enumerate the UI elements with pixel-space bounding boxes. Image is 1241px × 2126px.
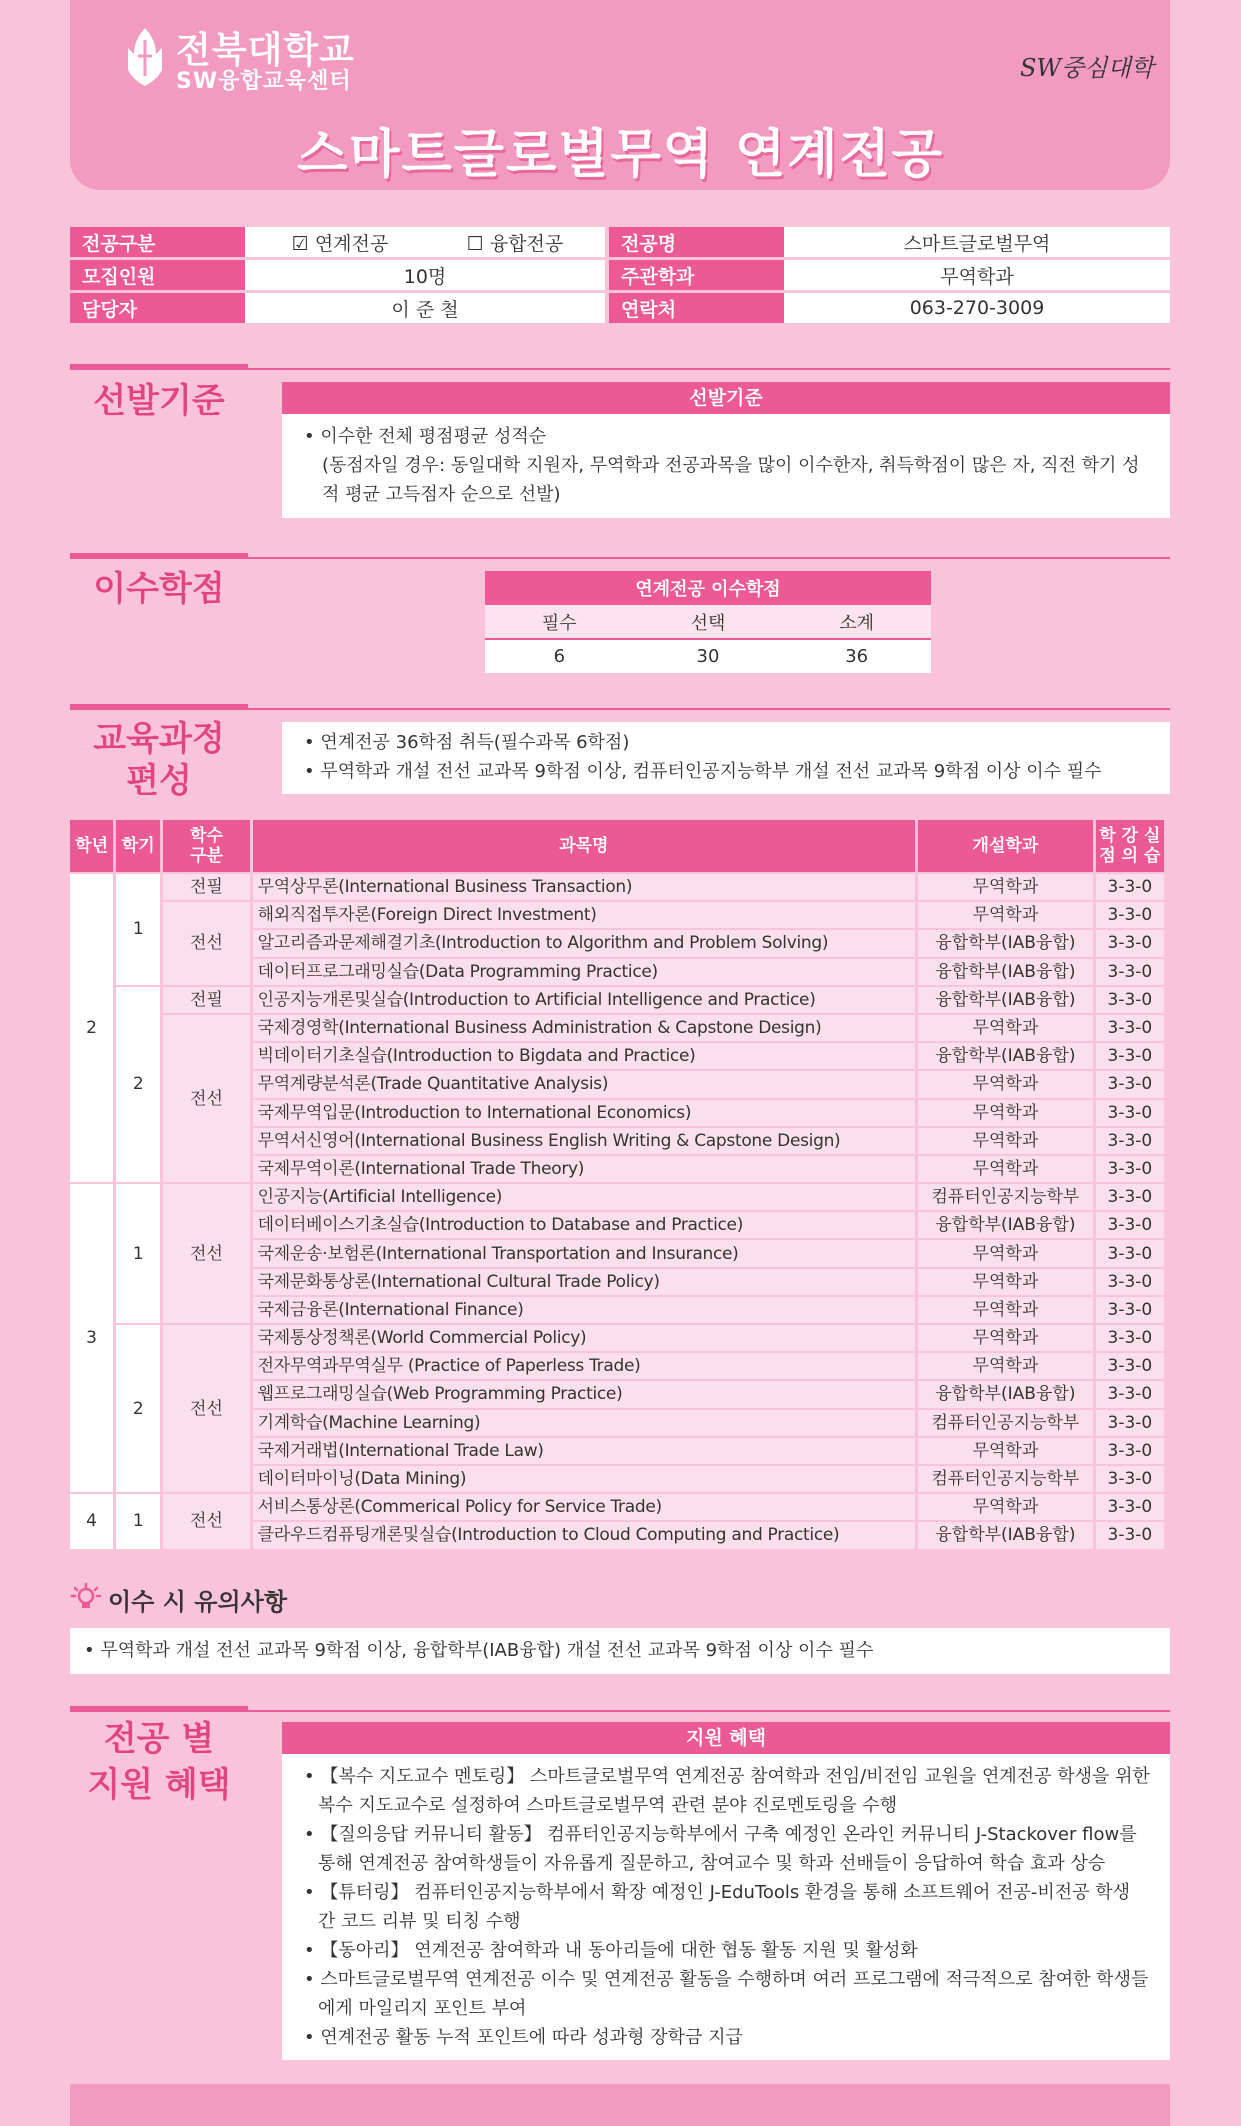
course-dept-cell: 무역학과	[918, 1494, 1093, 1520]
benefit-item: • 【질의응답 커뮤니티 활동】 컴퓨터인공지능학부에서 구축 예정인 온라인 커뮤니티 J-Stackover flow를 통해 연계전공 참여학생들이 자유롭게 질문하고, 참여교수 및 학과 선배들이 응답하여 학습 효과 상승	[300, 1820, 1152, 1878]
course-name-cell: 무역상무론(International Business Transaction)	[253, 874, 915, 900]
course-dept-cell: 무역학과	[918, 1325, 1093, 1351]
course-name-cell: 국제거래법(International Trade Law)	[253, 1438, 915, 1464]
credits-total-value: 36	[782, 639, 931, 673]
course-name-cell: 국제경영학(International Business Administration & Capstone Design)	[253, 1015, 915, 1041]
course-type-cell: 전필	[163, 874, 249, 900]
course-name-cell: 국제운송·보험론(International Transportation and Insurance)	[253, 1240, 915, 1266]
capacity-value: 10명	[245, 260, 605, 290]
course-credit-cell: 3-3-0	[1096, 1381, 1164, 1407]
course-credit-cell: 3-3-0	[1096, 1015, 1164, 1041]
course-name-cell: 인공지능개론및실습(Introduction to Artificial Intelligence and Practice)	[253, 987, 915, 1013]
credits-header-total: 소계	[782, 605, 931, 639]
course-credit-cell: 3-3-0	[1096, 1156, 1164, 1182]
course-credit-cell: 3-3-0	[1096, 1128, 1164, 1154]
year-cell: 4	[70, 1494, 113, 1548]
course-dept-cell: 컴퓨터인공지능학부	[918, 1410, 1093, 1436]
major-name-value: 스마트글로벌무역	[784, 227, 1170, 257]
course-dept-cell: 무역학과	[918, 1100, 1093, 1126]
course-name-cell: 빅데이터기초실습(Introduction to Bigdata and Practice)	[253, 1043, 915, 1069]
benefits-section-title: 전공 별	[103, 1719, 215, 1759]
curriculum-notes	[282, 722, 1170, 794]
curriculum-table	[67, 818, 1167, 1551]
benefit-item: • 스마트글로벌무역 연계전공 이수 및 연계전공 활동을 수행하며 여러 프로그램에 적극적으로 참여한 학생들에게 마일리지 포인트 부여	[300, 1965, 1152, 2023]
course-name-cell: 국제금융론(International Finance)	[253, 1297, 915, 1323]
course-type-cell: 전선	[163, 1494, 249, 1548]
course-type-cell: 전선	[163, 1015, 249, 1182]
selection-box-title: 선발기준	[282, 382, 1170, 414]
curriculum-section-subtitle: 편성	[126, 761, 192, 801]
empty-box-icon: ☐	[466, 232, 484, 255]
credits-header-elective: 선택	[634, 605, 783, 639]
course-credit-cell: 3-3-0	[1096, 1410, 1164, 1436]
benefits-section-subtitle: 지원 혜택	[87, 1765, 231, 1805]
course-dept-cell: 컴퓨터인공지능학부	[918, 1184, 1093, 1210]
course-name-cell: 해외직접투자론(Foreign Direct Investment)	[253, 902, 915, 928]
footer-bar	[70, 2084, 1170, 2126]
course-name-cell: 알고리즘과문제해결기초(Introduction to Algorithm and Problem Solving)	[253, 930, 915, 956]
semester-cell: 1	[116, 1494, 160, 1548]
curriculum-note: • 연계전공 36학점 취득(필수과목 6학점)	[300, 728, 1152, 757]
course-dept-cell: 융합학부(IAB융합)	[918, 987, 1093, 1013]
header-department: 개설학과	[918, 820, 1093, 872]
major-name-label: 전공명	[609, 227, 784, 257]
course-credit-cell: 3-3-0	[1096, 1240, 1164, 1266]
course-name-cell: 데이터마이닝(Data Mining)	[253, 1466, 915, 1492]
benefits-box	[282, 1754, 1170, 2060]
major-info-table	[70, 224, 1170, 326]
course-credit-cell: 3-3-0	[1096, 1466, 1164, 1492]
contact-value: 063-270-3009	[784, 293, 1170, 323]
course-name-cell: 클라우드컴퓨팅개론및실습(Introduction to Cloud Computing and Practice)	[253, 1522, 915, 1548]
header-year: 학년	[70, 820, 113, 872]
course-credit-cell: 3-3-0	[1096, 1212, 1164, 1238]
credits-table-title: 연계전공 이수학점	[485, 571, 931, 605]
course-type-cell: 전선	[163, 902, 249, 985]
section-bar	[70, 553, 248, 559]
course-dept-cell: 융합학부(IAB융합)	[918, 1381, 1093, 1407]
year-cell: 3	[70, 1184, 113, 1492]
table-row	[70, 874, 1164, 900]
major-type-options	[245, 227, 605, 257]
course-credit-cell: 3-3-0	[1096, 959, 1164, 985]
course-credit-cell: 3-3-0	[1096, 1269, 1164, 1295]
course-dept-cell: 융합학부(IAB융합)	[918, 1522, 1093, 1548]
header-course-name: 과목명	[253, 820, 915, 872]
course-credit-cell: 3-3-0	[1096, 902, 1164, 928]
course-name-cell: 서비스통상론(Commerical Policy for Service Trade)	[253, 1494, 915, 1520]
course-credit-cell: 3-3-0	[1096, 874, 1164, 900]
course-type-cell: 전필	[163, 987, 249, 1013]
course-dept-cell: 무역학과	[918, 1128, 1093, 1154]
course-credit-cell: 3-3-0	[1096, 987, 1164, 1013]
option-linked-major: 연계전공	[314, 232, 389, 255]
option-convergence-major: 융합전공	[489, 232, 564, 255]
host-dept-value: 무역학과	[784, 260, 1170, 290]
curriculum-note: • 무역학과 개설 전선 교과목 9학점 이상, 컴퓨터인공지능학부 개설 전선 교과목 9학점 이상 이수 필수	[300, 757, 1152, 786]
benefit-item: • 【동아리】 연계전공 참여학과 내 동아리들에 대한 협동 활동 지원 및 활성화	[300, 1936, 1152, 1965]
course-name-cell: 웹프로그래밍실습(Web Programming Practice)	[253, 1381, 915, 1407]
course-name-cell: 데이터프로그래밍실습(Data Programming Practice)	[253, 959, 915, 985]
course-credit-cell: 3-3-0	[1096, 930, 1164, 956]
credits-header-required: 필수	[485, 605, 634, 639]
benefit-item: • 【튜터링】 컴퓨터인공지능학부에서 확장 예정인 J-EduTools 환경을 통해 소프트웨어 전공-비전공 학생 간 코드 리뷰 및 티칭 수행	[300, 1878, 1152, 1936]
selection-criterion: • 이수한 전체 평점평균 성적순	[300, 422, 1152, 451]
course-credit-cell: 3-3-0	[1096, 1353, 1164, 1379]
course-dept-cell: 컴퓨터인공지능학부	[918, 1466, 1093, 1492]
credits-table	[485, 571, 931, 673]
credits-elective-value: 30	[634, 639, 783, 673]
course-dept-cell: 융합학부(IAB융합)	[918, 1212, 1093, 1238]
course-dept-cell: 무역학과	[918, 874, 1093, 900]
section-bar	[70, 704, 248, 710]
table-row	[70, 1184, 1164, 1210]
manager-value: 이 준 철	[245, 293, 605, 323]
course-dept-cell: 무역학과	[918, 1240, 1093, 1266]
course-name-cell: 국제무역이론(International Trade Theory)	[253, 1156, 915, 1182]
selection-tiebreak: (동점자일 경우: 동일대학 지원자, 무역학과 전공과목을 많이 이수한자, 취득학점이 많은 자, 직전 학기 성적 평균 고득점자 순으로 선발)	[322, 455, 1140, 505]
course-credit-cell: 3-3-0	[1096, 1100, 1164, 1126]
caution-title: 이수 시 유의사항	[108, 1588, 287, 1616]
table-row	[70, 1325, 1164, 1351]
university-emblem-icon	[122, 26, 168, 88]
credits-required-value: 6	[485, 639, 634, 673]
credits-section-title: 이수학점	[93, 569, 225, 609]
table-row	[70, 987, 1164, 1013]
course-credit-cell: 3-3-0	[1096, 1325, 1164, 1351]
major-type-label: 전공구분	[70, 227, 245, 257]
capacity-label: 모집인원	[70, 260, 245, 290]
section-bar	[70, 364, 248, 370]
table-row	[70, 902, 1164, 928]
course-name-cell: 무역계량분석론(Trade Quantitative Analysis)	[253, 1071, 915, 1097]
table-row	[70, 1494, 1164, 1520]
selection-section-title: 선발기준	[93, 381, 225, 421]
course-credit-cell: 3-3-0	[1096, 1438, 1164, 1464]
course-name-cell: 인공지능(Artificial Intelligence)	[253, 1184, 915, 1210]
course-name-cell: 데이터베이스기초실습(Introduction to Database and Practice)	[253, 1212, 915, 1238]
section-divider	[248, 368, 1170, 370]
semester-cell: 2	[116, 987, 160, 1182]
section-divider	[248, 557, 1170, 559]
course-dept-cell: 융합학부(IAB융합)	[918, 930, 1093, 956]
course-credit-cell: 3-3-0	[1096, 1494, 1164, 1520]
page-title: 스마트글로벌무역 연계전공	[297, 125, 944, 185]
course-name-cell: 기계학습(Machine Learning)	[253, 1410, 915, 1436]
course-dept-cell: 융합학부(IAB융합)	[918, 1043, 1093, 1069]
course-dept-cell: 무역학과	[918, 1269, 1093, 1295]
benefit-item: • 【복수 지도교수 멘토링】 스마트글로벌무역 연계전공 참여학과 전임/비전임 교원을 연계전공 학생을 위한 복수 지도교수로 설정하여 스마트글로벌무역 관련 분야 진로멘토링을 수행	[300, 1762, 1152, 1820]
course-credit-cell: 3-3-0	[1096, 1297, 1164, 1323]
semester-cell: 2	[116, 1325, 160, 1492]
curriculum-section-title: 교육과정	[93, 719, 225, 759]
course-dept-cell: 무역학과	[918, 1353, 1093, 1379]
course-dept-cell: 무역학과	[918, 1438, 1093, 1464]
semester-cell: 1	[116, 1184, 160, 1323]
course-name-cell: 국제무역입문(Introduction to International Economics)	[253, 1100, 915, 1126]
course-name-cell: 국제통상정책론(World Commercial Policy)	[253, 1325, 915, 1351]
benefits-box-title: 지원 혜택	[282, 1722, 1170, 1754]
course-credit-cell: 3-3-0	[1096, 1184, 1164, 1210]
section-divider	[248, 1710, 1170, 1712]
selection-box	[282, 414, 1170, 518]
course-dept-cell: 무역학과	[918, 902, 1093, 928]
section-divider	[248, 708, 1170, 710]
caution-text: • 무역학과 개설 전선 교과목 9학점 이상, 융합학부(IAB융합) 개설 전선 교과목 9학점 이상 이수 필수	[70, 1628, 1170, 1674]
course-type-cell: 전선	[163, 1184, 249, 1323]
manager-label: 담당자	[70, 293, 245, 323]
course-credit-cell: 3-3-0	[1096, 1071, 1164, 1097]
university-name: 전북대학교	[176, 30, 355, 71]
contact-label: 연락처	[609, 293, 784, 323]
course-name-cell: 무역서신영어(International Business English Writing & Capstone Design)	[253, 1128, 915, 1154]
course-credit-cell: 3-3-0	[1096, 1522, 1164, 1548]
course-dept-cell: 융합학부(IAB융합)	[918, 959, 1093, 985]
table-row	[70, 1015, 1164, 1041]
host-dept-label: 주관학과	[609, 260, 784, 290]
checked-box-icon: ☑	[291, 232, 309, 255]
course-credit-cell: 3-3-0	[1096, 1043, 1164, 1069]
course-dept-cell: 무역학과	[918, 1015, 1093, 1041]
header-credits: 학 강 실 점 의 습	[1096, 820, 1164, 872]
section-bar	[70, 1706, 248, 1712]
header-semester: 학기	[116, 820, 160, 872]
lightbulb-icon	[70, 1582, 102, 1614]
sw-university-mark: SW중심대학	[1020, 54, 1154, 82]
course-dept-cell: 무역학과	[918, 1156, 1093, 1182]
benefit-item: • 연계전공 활동 누적 포인트에 따라 성과형 장학금 지급	[300, 2023, 1152, 2052]
course-name-cell: 국제문화통상론(International Cultural Trade Policy)	[253, 1269, 915, 1295]
semester-cell: 1	[116, 874, 160, 985]
course-type-cell: 전선	[163, 1325, 249, 1492]
course-dept-cell: 무역학과	[918, 1071, 1093, 1097]
year-cell: 2	[70, 874, 113, 1182]
header-course-type: 학수 구분	[163, 820, 249, 872]
center-name: SW융합교육센터	[176, 69, 352, 94]
course-name-cell: 전자무역과무역실무 (Practice of Paperless Trade)	[253, 1353, 915, 1379]
course-dept-cell: 무역학과	[918, 1297, 1093, 1323]
